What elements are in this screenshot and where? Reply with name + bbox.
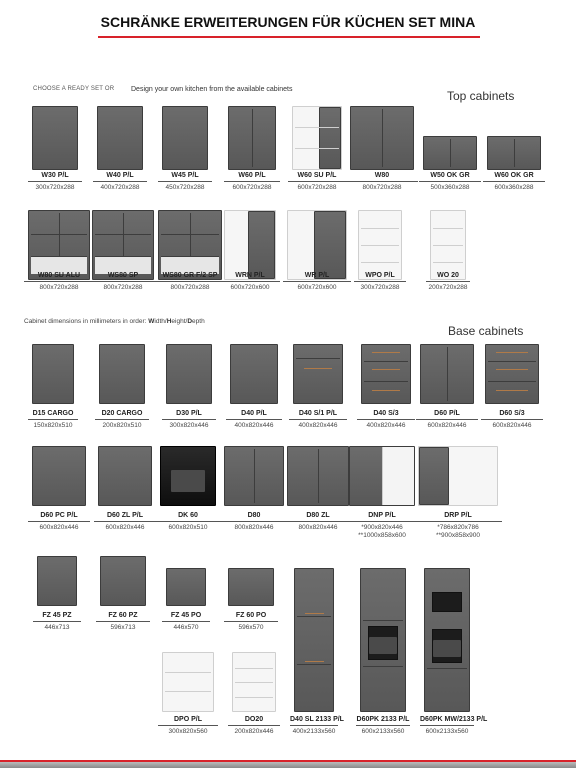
cabinet-item[interactable] — [28, 344, 78, 440]
cabinet-label: WR P/L — [304, 272, 330, 279]
cabinet-dimensions: 400x2133x560 — [292, 728, 336, 735]
cabinet-label: DRP P/L — [444, 512, 472, 519]
cabinet-label: D60 PC P/L — [40, 512, 78, 519]
label-underline — [288, 181, 346, 182]
label-underline — [481, 419, 543, 420]
cabinet-drawer-split — [296, 358, 340, 359]
cabinet-dimensions: 300x820x560 — [168, 728, 208, 735]
label-underline — [224, 621, 278, 622]
title-underline — [98, 36, 480, 38]
cabinet-item[interactable] — [96, 556, 150, 642]
cabinet-handle — [496, 369, 527, 370]
cabinet-image — [37, 556, 77, 606]
cabinet-handle — [304, 368, 333, 369]
cabinet-dimensions: 600x360x288 — [494, 184, 534, 191]
cabinet-label: WPO P/L — [365, 272, 395, 279]
cabinet-dimensions: 600x2133x560 — [361, 728, 405, 735]
cabinet-handle — [372, 352, 401, 353]
cabinet-dimensions: 600x820x446 — [427, 422, 467, 429]
cabinet-dimensions: 596x570 — [238, 624, 264, 631]
cabinet-image — [294, 568, 334, 712]
cabinet-item[interactable] — [93, 106, 147, 202]
cabinet-dimensions: 600x820x510 — [168, 524, 208, 531]
label-underline — [290, 725, 338, 726]
cabinet-item[interactable] — [158, 652, 218, 746]
cabinet-item[interactable] — [24, 210, 94, 302]
page-title: SCHRÄNKE ERWEITERUNGEN FÜR KÜCHEN SET MINA — [100, 14, 476, 30]
cabinet-item[interactable] — [224, 568, 278, 642]
cabinet-item[interactable] — [283, 210, 351, 302]
cabinet-shelf — [165, 672, 211, 673]
cabinet-door-split — [450, 139, 451, 167]
cabinet-open-door — [319, 107, 341, 169]
cabinet-label: W30 P/L — [41, 172, 69, 179]
cabinet-image — [230, 344, 278, 404]
cabinet-item[interactable] — [94, 446, 156, 542]
dims-note-d: D — [187, 318, 193, 325]
cabinet-item[interactable] — [290, 568, 344, 746]
cabinet-image — [160, 446, 216, 506]
label-underline — [158, 725, 218, 726]
cabinet-label: WRN P/L — [235, 272, 265, 279]
cabinet-image — [224, 446, 284, 506]
cabinet-dimensions: 400x720x288 — [100, 184, 140, 191]
cabinet-label: D30 P/L — [176, 410, 202, 417]
cabinet-image — [92, 210, 154, 280]
cabinet-handle — [372, 390, 401, 391]
cabinet-dimensions: 200x720x288 — [428, 284, 468, 291]
cabinet-corner-door — [248, 211, 276, 279]
label-underline — [426, 281, 470, 282]
cabinet-image — [350, 106, 414, 170]
cabinet-item[interactable] — [95, 344, 149, 440]
cabinet-item[interactable] — [156, 446, 220, 542]
dims-note-w-rest: idth/ — [154, 318, 167, 325]
cabinet-dimensions: 800x720x288 — [39, 284, 79, 291]
cabinet-item[interactable] — [28, 446, 90, 542]
cabinet-dimensions: 800x820x446 — [298, 524, 338, 531]
cabinet-dimensions: 150x820x510 — [33, 422, 73, 429]
cabinet-image — [166, 568, 206, 606]
label-underline — [24, 281, 94, 282]
cabinet-image — [32, 446, 86, 506]
cabinet-image — [424, 568, 470, 712]
label-underline — [419, 181, 481, 182]
cabinet-item[interactable] — [289, 344, 347, 440]
intro-right-text: Design your own kitchen from the available cabinets — [131, 86, 293, 93]
cabinet-handle — [305, 613, 324, 614]
cabinet-dimensions: 400x820x446 — [298, 422, 338, 429]
cabinet-label: D80 — [247, 512, 261, 519]
cabinet-image — [420, 344, 474, 404]
cabinet-item[interactable] — [162, 568, 210, 642]
cabinet-door-split — [297, 616, 331, 617]
cabinet-item[interactable] — [224, 106, 280, 202]
cabinet-item[interactable] — [416, 344, 478, 440]
cabinet-item[interactable] — [226, 344, 282, 440]
cabinet-dimensions: 200x820x446 — [234, 728, 274, 735]
cabinet-label: W45 P/L — [171, 172, 199, 179]
cabinet-image — [32, 106, 78, 170]
cabinet-dimensions: 500x360x288 — [430, 184, 470, 191]
cabinet-door-split — [252, 109, 253, 167]
cabinet-label: D40 S/1 P/L — [298, 410, 338, 417]
dims-note-h-rest: eight/ — [171, 318, 188, 325]
corner-panel — [382, 447, 414, 505]
section-heading-base: Base cabinets — [448, 324, 524, 338]
cabinet-door-split — [382, 109, 383, 167]
label-underline — [220, 521, 288, 522]
cabinet-image — [487, 136, 541, 170]
dims-note-d-rest: epth — [192, 318, 205, 325]
cabinet-shelf — [361, 262, 399, 263]
cabinet-dimensions: 446x570 — [173, 624, 199, 631]
cabinet-corner-door — [314, 211, 346, 279]
cabinet-image — [28, 210, 90, 280]
cabinet-image — [287, 446, 349, 506]
cabinet-shelf — [295, 127, 339, 128]
label-underline — [220, 281, 280, 282]
cabinet-image — [418, 446, 498, 506]
label-underline — [416, 419, 478, 420]
cabinet-door-split — [363, 620, 403, 621]
cabinet-dimensions: 600x720x600 — [297, 284, 337, 291]
cabinet-dimensions: 200x820x510 — [102, 422, 142, 429]
cabinet-item[interactable] — [420, 568, 488, 746]
cabinet-door-split — [297, 664, 331, 665]
dims-note-h: H — [166, 318, 172, 325]
cabinet-label: W80 SU ALU — [37, 272, 81, 279]
cabinet-item[interactable] — [220, 446, 288, 542]
cabinet-dimensions-alt: **900x858x900 — [435, 532, 481, 539]
cabinet-label: D60 ZL P/L — [106, 512, 144, 519]
cabinet-dimensions: *900x820x446 — [361, 524, 403, 531]
cabinet-image — [32, 344, 74, 404]
cabinet-shelf — [433, 262, 463, 263]
cabinet-label: FZ 45 PO — [170, 612, 202, 619]
intro-left-text: CHOOSE A READY SET OR — [33, 86, 115, 92]
label-underline — [224, 181, 280, 182]
cabinet-label: DO20 — [244, 716, 264, 723]
cabinet-dimensions: 800x820x446 — [234, 524, 274, 531]
cabinet-shelf — [165, 691, 211, 692]
cabinet-label: W40 P/L — [106, 172, 134, 179]
cabinet-dimensions: 300x820x446 — [169, 422, 209, 429]
cabinet-dimensions: 600x820x446 — [105, 524, 145, 531]
cabinet-item[interactable] — [283, 446, 353, 542]
cabinet-item[interactable] — [162, 344, 216, 440]
cabinet-dimensions: 800x720x288 — [362, 184, 402, 191]
cabinet-label: D60PK 2133 P/L — [356, 716, 410, 723]
label-underline — [28, 419, 78, 420]
cabinet-item[interactable] — [426, 210, 470, 302]
cabinet-handle — [496, 352, 527, 353]
cabinet-item[interactable] — [345, 446, 419, 542]
cabinet-drawer-split — [488, 361, 536, 362]
cabinet-label: D40 SL 2133 P/L — [290, 716, 344, 723]
cabinet-label: W50 OK GR — [430, 172, 470, 179]
cabinet-label: WS80 SP — [107, 272, 139, 279]
label-underline — [96, 621, 150, 622]
cabinet-door-split — [427, 668, 467, 669]
cabinet-label: FZ 45 PZ — [42, 612, 72, 619]
cabinet-dimensions: 446x713 — [44, 624, 70, 631]
cabinet-dimensions: 600x2133x560 — [425, 728, 469, 735]
cabinet-dimensions: 400x820x446 — [234, 422, 274, 429]
cabinet-dimensions: 600x720x288 — [232, 184, 272, 191]
cabinet-item[interactable] — [414, 446, 502, 542]
label-underline — [226, 419, 282, 420]
section-heading-top: Top cabinets — [447, 89, 515, 103]
cabinet-label: D60 S/3 — [499, 410, 525, 417]
cabinet-shelf — [361, 228, 399, 229]
label-underline — [158, 181, 212, 182]
cabinet-image — [360, 568, 406, 712]
oven-window — [171, 470, 206, 492]
label-underline — [346, 181, 418, 182]
cabinet-image — [100, 556, 146, 606]
cabinet-dimensions: 300x720x288 — [35, 184, 75, 191]
label-underline — [420, 725, 474, 726]
cabinet-image — [97, 106, 143, 170]
cabinet-image — [162, 106, 208, 170]
cabinet-dimensions: *786x820x786 — [437, 524, 479, 531]
label-underline — [228, 725, 280, 726]
cabinet-label: DPO P/L — [173, 716, 202, 723]
cabinet-item[interactable] — [356, 568, 410, 746]
built-in-microwave — [432, 592, 463, 612]
label-underline — [345, 521, 419, 522]
label-underline — [357, 419, 415, 420]
label-underline — [154, 281, 226, 282]
dimensions-note — [24, 318, 205, 325]
cabinet-handle — [496, 390, 527, 391]
cabinet-image — [98, 446, 152, 506]
cabinet-label: FZ 60 PZ — [108, 612, 138, 619]
cabinet-image — [228, 568, 274, 606]
cabinet-drawer-split — [488, 381, 536, 382]
cabinet-door-split — [318, 449, 319, 503]
cabinet-item[interactable] — [154, 210, 226, 302]
label-underline — [93, 181, 147, 182]
cabinet-door-split — [447, 347, 448, 401]
dims-note-w: W — [148, 318, 155, 325]
cabinet-label: D40 P/L — [241, 410, 267, 417]
cabinet-image — [292, 106, 342, 170]
cabinet-item[interactable] — [88, 210, 158, 302]
footer-bar — [0, 762, 576, 768]
cabinet-item[interactable] — [158, 106, 212, 202]
label-underline — [156, 521, 220, 522]
cabinet-label: W80 — [374, 172, 390, 179]
cabinet-item[interactable] — [346, 106, 418, 202]
cabinet-item[interactable] — [483, 136, 545, 202]
cabinet-label: FZ 60 PO — [235, 612, 267, 619]
cabinet-image — [485, 344, 539, 404]
cabinet-item[interactable] — [481, 344, 543, 440]
cabinet-shelf — [235, 668, 273, 669]
cabinet-label: D80 ZL — [306, 512, 330, 519]
label-underline — [483, 181, 545, 182]
cabinet-image — [158, 210, 222, 280]
cabinet-shelf — [235, 682, 273, 683]
cabinet-dimensions: 400x820x446 — [366, 422, 406, 429]
oven-window — [433, 640, 461, 657]
cabinet-label: WS80 GR F/2 SP — [162, 272, 218, 279]
cabinet-item[interactable] — [228, 652, 280, 746]
cabinet-label: W60 OK GR — [494, 172, 534, 179]
label-underline — [95, 419, 149, 420]
cabinet-label: D15 CARGO — [32, 410, 74, 417]
cabinet-dimensions: 800x720x288 — [103, 284, 143, 291]
cabinet-drawer-split — [364, 361, 408, 362]
cabinet-door-split — [254, 449, 255, 503]
cabinet-shelf — [235, 697, 273, 698]
cabinet-item[interactable] — [28, 106, 82, 202]
cabinet-label: D60 P/L — [434, 410, 460, 417]
cabinet-image — [224, 210, 276, 280]
cabinet-shelf — [361, 245, 399, 246]
cabinet-image — [287, 210, 347, 280]
cabinet-shelf — [295, 148, 339, 149]
cabinet-shelf — [433, 228, 463, 229]
cabinet-image — [361, 344, 411, 404]
cabinet-door-split — [363, 666, 403, 667]
label-underline — [356, 725, 410, 726]
cabinet-dimensions: 600x820x446 — [492, 422, 532, 429]
label-underline — [94, 521, 156, 522]
cabinet-image — [228, 106, 276, 170]
cabinet-image — [232, 652, 276, 712]
cabinet-image — [293, 344, 343, 404]
cabinet-label: D40 S/3 — [373, 410, 399, 417]
cabinet-item[interactable] — [33, 556, 81, 642]
label-underline — [354, 281, 406, 282]
cabinet-shelf — [433, 245, 463, 246]
label-underline — [88, 281, 158, 282]
cabinet-item[interactable] — [220, 210, 280, 302]
cabinet-dimensions: 600x720x288 — [297, 184, 337, 191]
dims-note-prefix: Cabinet dimensions in millimeters in order: — [24, 318, 149, 325]
cabinet-dimensions: 596x713 — [110, 624, 136, 631]
cabinet-image — [166, 344, 212, 404]
cabinet-item[interactable] — [354, 210, 406, 302]
cabinet-handle — [305, 661, 324, 662]
label-underline — [414, 521, 502, 522]
cabinet-door-split — [514, 139, 515, 167]
cabinet-label: WO 20 — [437, 272, 459, 279]
label-underline — [162, 419, 216, 420]
cabinet-dimensions: 300x720x288 — [360, 284, 400, 291]
cabinet-drawer-split — [364, 381, 408, 382]
cabinet-item[interactable] — [288, 106, 346, 202]
label-underline — [28, 521, 90, 522]
oven-window — [369, 637, 397, 654]
cabinet-image — [349, 446, 415, 506]
label-underline — [289, 419, 347, 420]
cabinet-dimensions: 450x720x288 — [165, 184, 205, 191]
label-underline — [33, 621, 81, 622]
cabinet-dimensions: 600x820x446 — [39, 524, 79, 531]
label-underline — [162, 621, 210, 622]
cabinet-image — [99, 344, 145, 404]
cabinet-item[interactable] — [357, 344, 415, 440]
cabinet-label: DNP P/L — [368, 512, 396, 519]
cabinet-label: D20 CARGO — [101, 410, 143, 417]
cabinet-image — [358, 210, 402, 280]
cabinet-image — [162, 652, 214, 712]
label-underline — [283, 521, 353, 522]
cabinet-label: DK 60 — [178, 512, 198, 519]
cabinet-label: W60 SU P/L — [297, 172, 337, 179]
cabinet-handle — [372, 369, 401, 370]
cabinet-dimensions: 600x720x600 — [230, 284, 270, 291]
cabinet-label: D60PK MW/2133 P/L — [420, 716, 488, 723]
cabinet-dimensions-alt: **1000x858x600 — [358, 532, 406, 539]
label-underline — [283, 281, 351, 282]
cabinet-label: W60 P/L — [238, 172, 266, 179]
corner-door — [419, 447, 449, 505]
cabinet-dimensions: 800x720x288 — [170, 284, 210, 291]
cabinet-image — [430, 210, 466, 280]
cabinet-image — [423, 136, 477, 170]
label-underline — [28, 181, 82, 182]
cabinet-item[interactable] — [419, 136, 481, 202]
